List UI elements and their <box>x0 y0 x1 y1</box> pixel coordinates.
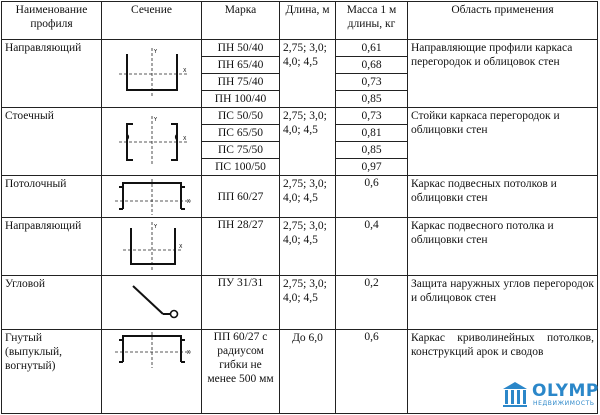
usage-cell: Каркас подвесных потолков и облицовки стен <box>408 176 598 218</box>
profiles-table <box>1 1 598 414</box>
usage-cell: Каркас криволинейных потолков, конструкций арок и сводов <box>408 330 598 414</box>
mass-cell: 0,68 <box>336 57 408 74</box>
length-cell: 2,75; 3,0; 4,0; 4,5 <box>280 176 336 218</box>
mark-cell: ПН 28/27 <box>202 218 280 276</box>
section-drawing-corner <box>102 276 202 330</box>
length-cell: 2,75; 3,0; 4,0; 4,5 <box>280 276 336 330</box>
mass-cell: 0,73 <box>336 108 408 125</box>
guide-profile-icon <box>105 44 199 104</box>
olymp-logo-icon <box>500 379 530 409</box>
mark-cell: ПУ 31/31 <box>202 276 280 330</box>
svg-text:Y: Y <box>153 223 157 230</box>
table-row <box>2 108 598 125</box>
length-cell: До 6,0 <box>280 330 336 414</box>
mass-cell: 0,85 <box>336 142 408 159</box>
section-drawing-curved <box>102 330 202 414</box>
corner-profile-icon <box>105 278 199 328</box>
watermark-brand: OLYMP <box>532 381 599 401</box>
header-row <box>2 2 598 40</box>
guide-small-profile-icon <box>105 220 199 274</box>
mass-cell: 0,81 <box>336 125 408 142</box>
mass-cell: 0,2 <box>336 276 408 330</box>
usage-cell: Направляющие профили каркаса перегородок и облицовок стен <box>408 40 598 108</box>
svg-text:Y: Y <box>153 116 157 123</box>
length-cell: 2,75; 3,0; 4,0; 4,5 <box>280 40 336 108</box>
ceiling-profile-icon <box>105 177 199 217</box>
section-drawing-ceiling <box>102 176 202 218</box>
mass-cell: 0,6 <box>336 330 408 414</box>
header-name: Наименование профиля <box>2 2 102 40</box>
mark-cell: ПС 100/50 <box>202 159 280 176</box>
mass-cell: 0,73 <box>336 74 408 91</box>
table-row <box>2 218 598 276</box>
mark-cell: ПН 50/40 <box>202 40 280 57</box>
header-usage: Область применения <box>408 2 598 40</box>
row-name: Направляющий <box>2 40 102 108</box>
mark-cell: ПН 75/40 <box>202 74 280 91</box>
curved-profile-icon <box>105 330 199 370</box>
mass-cell: 0,61 <box>336 40 408 57</box>
length-cell: 2,75; 3,0; 4,0; 4,5 <box>280 218 336 276</box>
mark-cell: ПС 75/50 <box>202 142 280 159</box>
header-mass: Масса 1 м длины, кг <box>336 2 408 40</box>
section-drawing-stud <box>102 108 202 176</box>
mark-cell: ПС 65/50 <box>202 125 280 142</box>
header-mark: Марка <box>202 2 280 40</box>
watermark <box>498 379 599 411</box>
mark-cell: ПС 50/50 <box>202 108 280 125</box>
svg-text:X: X <box>182 67 186 74</box>
mark-cell: ПН 65/40 <box>202 57 280 74</box>
watermark-subtitle: НЕДВИЖИМОСТЬ <box>533 400 595 407</box>
row-name: Угловой <box>2 276 102 330</box>
svg-text:X: X <box>182 135 186 142</box>
svg-text:X: X <box>186 350 190 356</box>
row-name: Направляющий <box>2 218 102 276</box>
mark-cell: ПП 60/27 с радиусом гибки не менее 500 мм <box>202 330 280 414</box>
row-name: Потолочный <box>2 176 102 218</box>
mass-cell: 0,4 <box>336 218 408 276</box>
mark-cell: ПП 60/27 <box>202 176 280 218</box>
svg-text:X: X <box>186 198 190 205</box>
table-row <box>2 40 598 57</box>
mass-cell: 0,85 <box>336 91 408 108</box>
svg-text:Y: Y <box>153 48 157 55</box>
header-length: Длина, м <box>280 2 336 40</box>
header-section: Сечение <box>102 2 202 40</box>
length-cell: 2,75; 3,0; 4,0; 4,5 <box>280 108 336 176</box>
table-row <box>2 276 598 330</box>
section-drawing-guide-small <box>102 218 202 276</box>
mark-cell: ПН 100/40 <box>202 91 280 108</box>
mass-cell: 0,6 <box>336 176 408 218</box>
svg-text:X: X <box>178 243 182 250</box>
row-name: Гнутый (выпуклый, вогнутый) <box>2 330 102 414</box>
usage-cell: Каркас подвесного потолка и облицовки стен <box>408 218 598 276</box>
usage-cell: Стойки каркаса перегородок и облицовки стен <box>408 108 598 176</box>
row-name: Стоечный <box>2 108 102 176</box>
usage-cell: Защита наружных углов перегородок и облицовок стен <box>408 276 598 330</box>
section-drawing-guide <box>102 40 202 108</box>
mass-cell: 0,97 <box>336 159 408 176</box>
stud-profile-icon <box>105 112 199 172</box>
table-row <box>2 176 598 218</box>
